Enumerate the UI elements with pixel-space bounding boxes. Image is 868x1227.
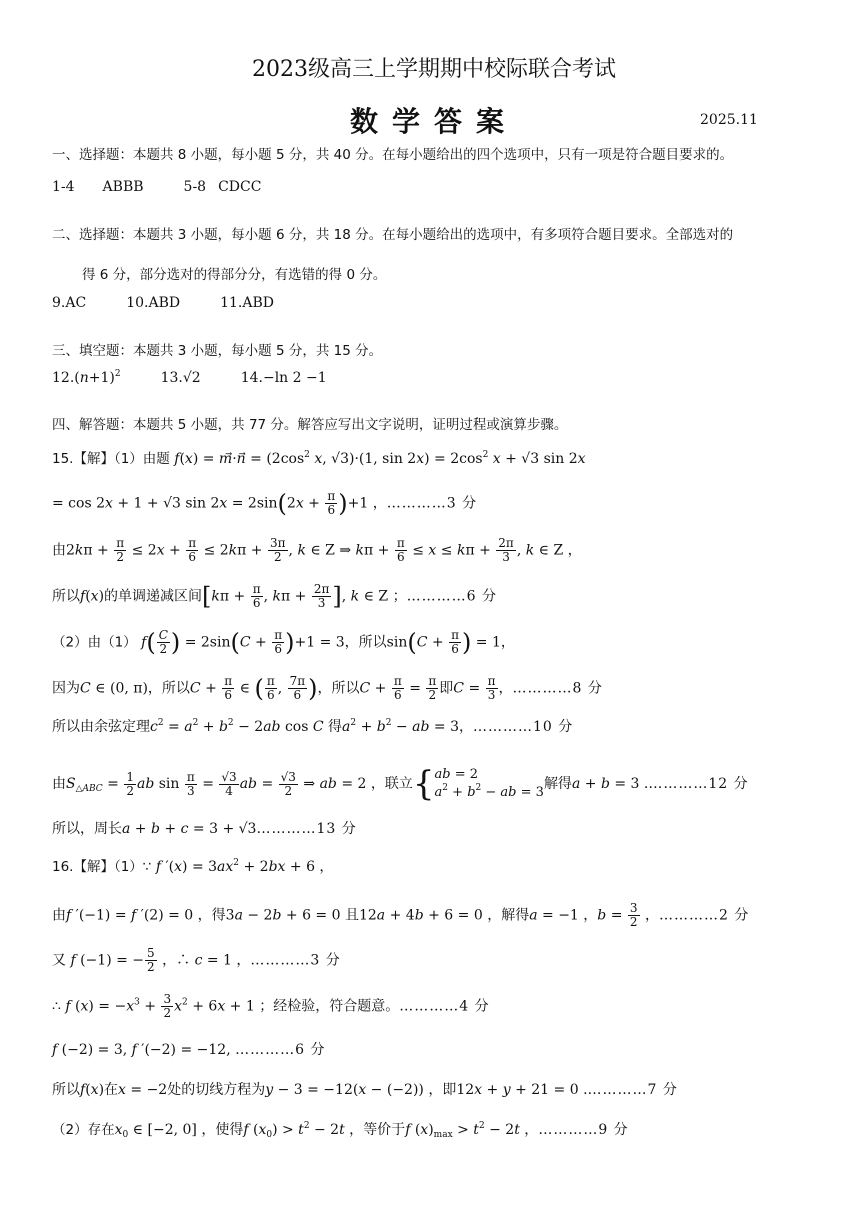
q15-line-8: 由$S_{\triangle ABC}$ = $\frac{1}{2}$ ab sin $\frac{\pi}{3}$ = $\frac{√3}{4}$ ab = $\frac{√3}{2}$ ⇒ ab = 2 ，联立{ab = 2 $a^2 + b^2$ − ab = 3解得a + b = 3 .…………12 分 (52, 764, 749, 804)
section-3-answers: $12.(n+1)^2$ 13.√2 14.−ln 2 −1 (52, 369, 327, 386)
q15-line-3: 由2kπ + $\frac{\pi}{2}$ ≤ 2x + $\frac{\pi}{6}$ ≤ 2kπ + $\frac{3\pi}{2}$ , k ∈ Z ⇒ kπ + $\frac{\pi}{6}$ ≤ x ≤ kπ + $\frac{2\pi}{3}$ , k ∈ Z ， (52, 536, 582, 564)
section-2-answers: 9.AC 10.ABD 11.ABD (52, 295, 274, 311)
q15-line-9: 所以，周长a + b + c = 3 + √3…………13 分 (52, 821, 357, 837)
q16-line-4: ∴ f $(x) = -x^3$ + $\frac{3}{2}$ $x^2 + 6x + 1$ ；经检验，符合题意。…………4 分 (52, 992, 490, 1020)
exam-date: 2025.11 (700, 112, 758, 128)
q16-line-6: 所以f(x)在x = −2处的切线方程为y − 3 = −12(x − (−2)) ，即12x + y + 21 = 0 .…………7 分 (52, 1082, 678, 1098)
q15-line-5: （2）由（1） f( $\frac{C}{2}$ ) = 2sin(C + $\frac{\pi}{6}$ )+1 = 3，所以sin(C + $\frac{\pi}{6}$ ) = 1， (52, 628, 515, 657)
answer-subtitle: 数学答案 (349, 105, 518, 138)
section-1-answers: 1-4 ABBB 5-8 CDCC (52, 179, 262, 195)
q15-line-6: 因为C ∈ (0, π)，所以C + $\frac{\pi}{6}$ ∈ ( $\frac{\pi}{6}$ , $\frac{7\pi}{6}$ )，所以C + $\frac{\pi}{6}$ = $\frac{\pi}{2}$ 即C = $\frac{\pi}{3}$ ，…………8 分 (52, 674, 603, 703)
section-3-heading: 三、填空题：本题共 3 小题，每小题 5 分，共 15 分。 (52, 343, 383, 359)
exam-title: 2023级高三上学期期中校际联合考试 (252, 57, 616, 82)
q16-line-1: 16.【解】（1）∵ f $'(x) = 3ax^2 + 2bx + 6$ ， (52, 858, 334, 875)
q15-line-4: 所以f(x)的单调递减区间[kπ + $\frac{\pi}{6}$ , kπ + $\frac{2\pi}{3}$ ], k ∈ Z ；…………6 分 (52, 582, 497, 611)
section-4-heading: 四、解答题：本题共 5 小题，共 77 分。解答应写出文字说明，证明过程或演算步骤。 (52, 417, 568, 433)
q15-line-7: 所以由余弦定理$c^2 = a^2 + b^2 - 2ab$ cos C 得$a^2 + b^2$ − ab = 3，…………10 分 (52, 718, 574, 735)
q16-line-2: 由f ′(−1) = f ′(2) = 0 ，得3a − 2b + 6 = 0 且12a + 4b + 6 = 0 ，解得a = −1 ，b = $\frac{3}{2}$ ，…………2 分 (52, 901, 750, 929)
q15-line-1: 15.【解】（1）由题 f(x) = m⃗·n⃗ = ($2\cos^2$ x, √3)·(1, $\sin 2x) = 2\cos^2$ x + √3 sin 2x (52, 450, 586, 467)
q16-line-3: 又 f (−1) = − $\frac{5}{2}$ ，∴ c = 1 ，…………3 分 (52, 946, 341, 974)
section-2-heading-cont: 得 6 分，部分选对的得部分分，有选错的得 0 分。 (82, 267, 387, 283)
q16-line-7: （2）存在$x_0$ ∈ [−2, 0] ，使得f $(x_0) > t^2 - 2t$ ，等价于f $(x)_{max} > t^2 - 2t$ ，…………9 分 (52, 1121, 629, 1140)
q15-line-2: = cos 2x + 1 + √3 sin 2x = 2sin(2x + $\frac{\pi}{6}$ )+1 ，…………3 分 (52, 489, 478, 518)
section-1-heading: 一、选择题：本题共 8 小题，每小题 5 分，共 40 分。在每小题给出的四个选项中，只有一项是符合题目要求的。 (52, 147, 734, 163)
q16-line-5: f (−2) = 3, f ′(−2) = −12, …………6 分 (52, 1042, 326, 1058)
section-2-heading: 二、选择题：本题共 3 小题，每小题 6 分，共 18 分。在每小题给出的选项中，有多项符合题目要求。全部选对的 (52, 227, 734, 243)
